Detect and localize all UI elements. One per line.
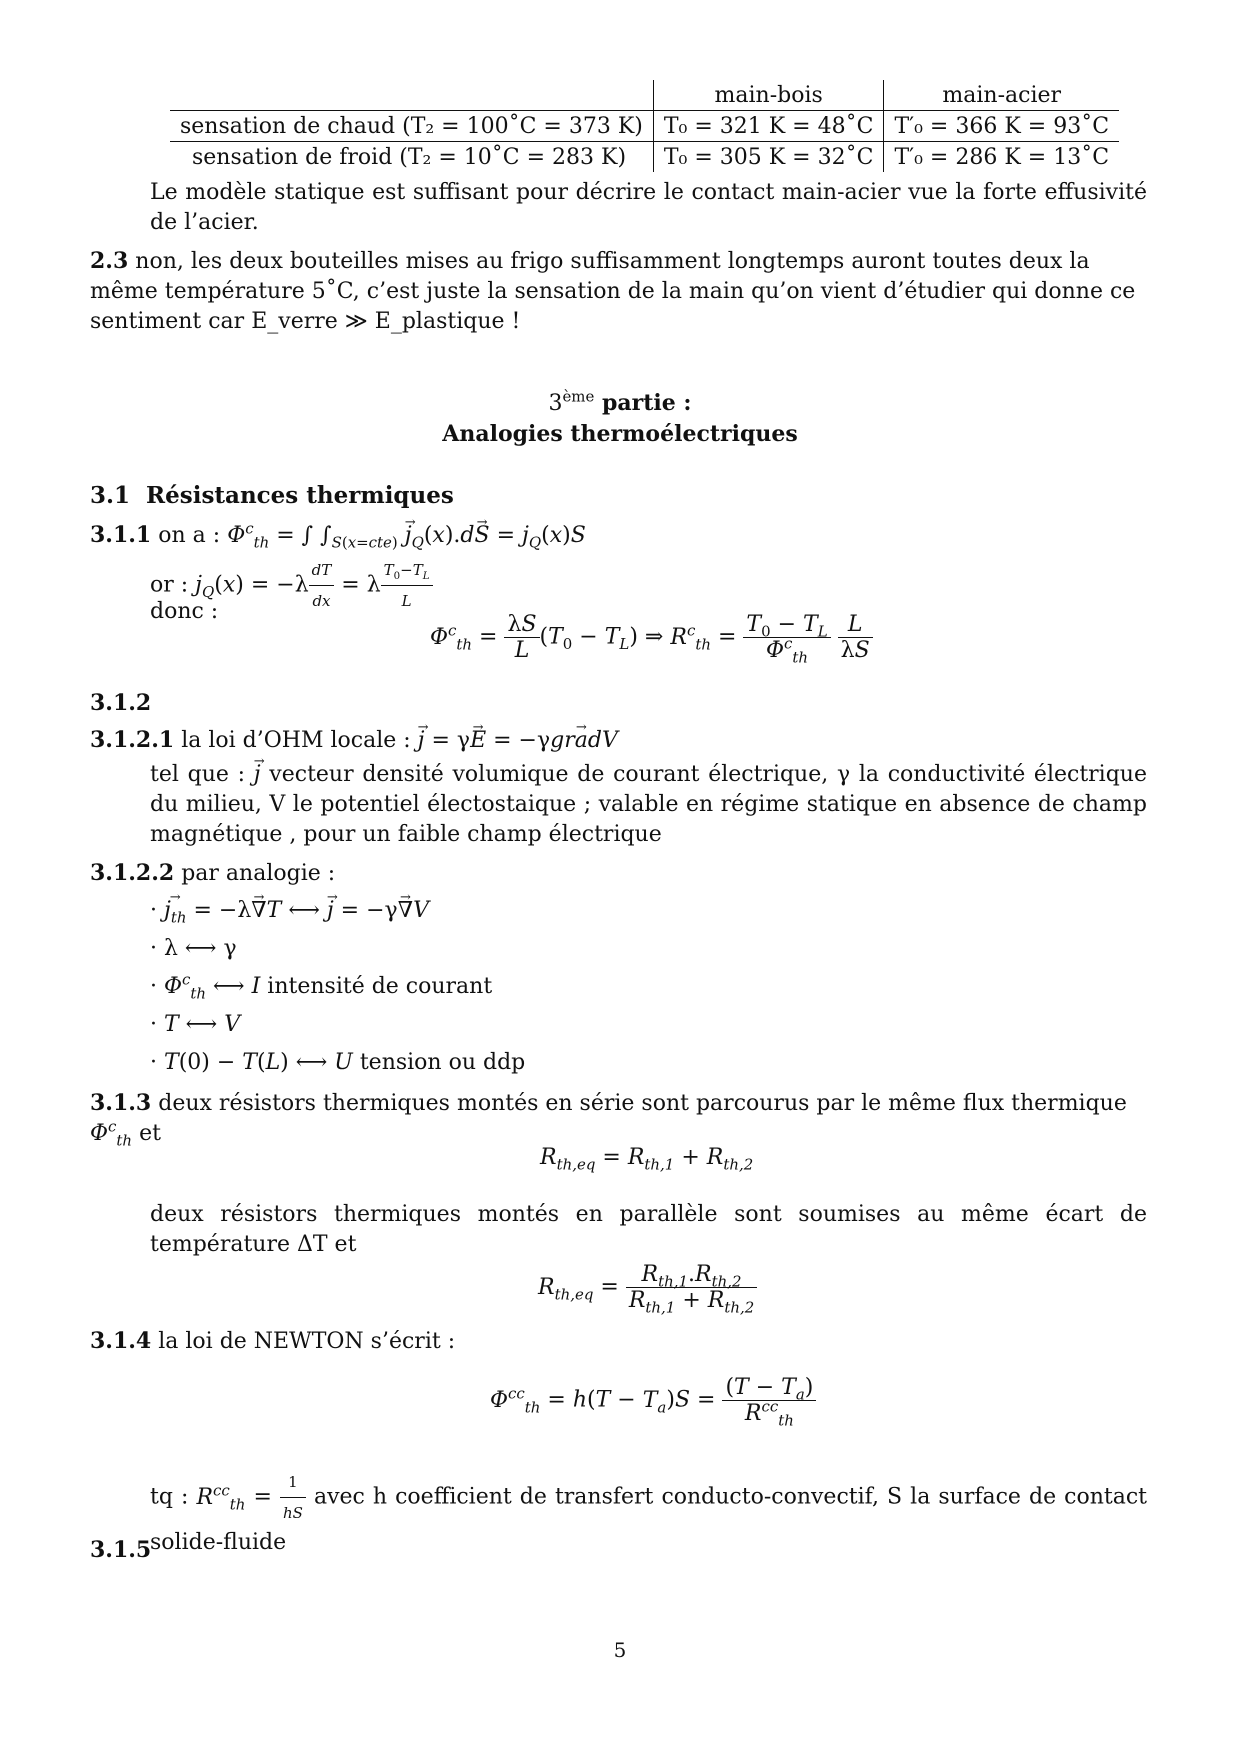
table-cell-bois: T₀ = 305 K = 32˚C [653,142,884,173]
temperature-table [170,80,1119,172]
section-number: 3.1.2.2 [90,860,175,886]
label-or: or : [150,572,189,598]
paragraph-model: Le modèle statique est suffisant pour décrire le contact main-acier vue la forte effusivité de l’acier. [150,180,1147,235]
part-heading [300,388,940,449]
table-cell-acier: T′₀ = 286 K = 13˚C [884,142,1119,173]
label-tq: tq : [150,1484,189,1510]
table-cell-bois: T₀ = 321 K = 48˚C [653,111,884,142]
paragraph-parallel: deux résistors thermiques montés en parallèle sont soumises au même écart de température ΔT et [150,1202,1147,1257]
section-2-3 [90,246,1147,337]
list-item: · T ⟷ V [150,1012,241,1037]
section-lead: la loi de NEWTON s’écrit : [158,1329,456,1354]
section-number: 3.1.3 [90,1090,152,1116]
section-text: non, les deux bouteilles mises au frigo suffisamment longtemps auront toutes deux la même température 5˚C, c’est juste la sensation de la main qu’on vient d’étudier qui donne ce sentiment car [90,249,1136,334]
section-3-1-2-1: 3.1.2.1 la loi d’OHM locale : → j = γ→ E = −γgr→ adV [90,725,618,756]
section-3-1-4 [90,1326,455,1357]
section-text: deux résistors thermiques montés en série sont parcourus par le même flux thermique [158,1091,1127,1116]
list-item: · $\Phi^c_{th}$ ⟷ I intensité de courant [150,970,493,1003]
section-number: 3.1 [90,482,131,509]
table-row [170,111,1119,142]
list-item: · T(0) − T(L) ⟷ U tension ou ddp [150,1050,526,1075]
paragraph-newton: tq : $R^{cc}_{th}$ = $\frac{1}{hS}$ avec h coefficient de transfert conducto-convectif, S la surface de contact solide-fluide [150,1467,1147,1558]
table-head-bois: main-bois [653,80,884,111]
list-item-text: tension ou ddp [359,1050,526,1075]
part-superscript: ème [562,387,595,406]
section-3-1-2-2 [90,858,335,889]
equation-newton: $\Phi^{cc}_{th} = h(T - T_a)S$ = $\frac{(T - T_a)}{R^{cc}_{th}}$ [490,1375,816,1426]
newton-text: avec h coefficient de transfert conducto-convectif, S la surface de contact solide-fluide [150,1484,1148,1555]
table-cell-acier: T′₀ = 366 K = 93˚C [884,111,1119,142]
section-3-1-5: 3.1.5 [90,1537,152,1563]
section-equation: E_verre ≫ E_plastique ! [251,309,521,334]
part-title: Analogies thermoélectriques [442,421,798,447]
section-number: 2.3 [90,248,129,274]
part-word: partie : [602,390,692,416]
section-3-1-3: 3.1.3 deux résistors thermiques montés en série sont parcourus par le même flux thermique $\Phi^c_{th}$ et [90,1090,1127,1150]
ohm-description: tel que : → j vecteur densité volumique de courant électrique, γ la conductivité électrique du milieu, V le potentiel électostaique ; valable en régime statique en absence de champ magnétique , pour un faible champ électrique [150,760,1147,850]
part-number: 3 [548,391,563,416]
equation-parallel: $R_{th,eq}$ = $\frac{R_{th,1}.R_{th,2}}{R_{th,1} + R_{th,2}}$ [538,1262,757,1313]
section-lead: par analogie : [181,861,336,886]
section-3-1-heading [90,482,454,509]
label-donc: donc : [150,599,219,624]
ohm-description-text: vecteur densité volumique de courant électrique, γ la conductivité électrique du milieu, V le potentiel électostaique ; valable en régime statique en absence de champ magnétique , pour un faible champ électrique [150,762,1147,847]
table-row [170,142,1119,173]
section-3-1-2: 3.1.2 [90,690,152,716]
list-item: · λ ⟷ γ [150,936,237,961]
list-item: · → $j_{th} = -\lambda\to \nabla T$ ⟷ → j = −γ→ ∇V [150,896,429,926]
equation-rth-conduction: $\Phi^c_{th}$ = $\frac{\lambda S}{L}$ $(T_0 - T_L)$ ⇒ $R^c_{th}$ = $\frac{T_0 - T_L}{\Phi^c_{th}}$ $\frac{L}{\lambda S}$ [430,612,873,663]
table-head-acier: main-acier [884,80,1119,111]
section-number: 3.1.1 [90,522,152,548]
table-row-label: sensation de chaud (T₂ = 100˚C = 373 K) [170,111,653,142]
equation-series: $R_{th,eq} = R_{th,1} + R_{th,2}$ [540,1145,754,1174]
label-tel-que: tel que : [150,762,246,787]
section-lead: on a : [158,523,221,548]
table-row-label: sensation de froid (T₂ = 10˚C = 283 K) [192,144,627,170]
table-header-row [170,80,1119,111]
section-text-et: et [139,1121,161,1146]
list-item-text: intensité de courant [267,974,493,999]
section-title: Résistances thermiques [146,482,454,509]
section-number: 3.1.2.1 [90,727,175,753]
section-number: 3.1.4 [90,1328,152,1354]
page-number: 5 [613,1638,627,1662]
section-lead: la loi d’OHM locale : [181,728,411,753]
equation-or: or : $j_Q(x) = -\lambda$ $\frac{dT}{dx}$ = λ $\frac{T_0-T_L}{L}$ [150,555,433,616]
section-3-1-1: 3.1.1 on a : $\Phi^c_{th}$ = ∫ $\int_{S(x=cte)} \to j_Q(x).d\to S = j_Q(x)S$ [90,520,586,551]
